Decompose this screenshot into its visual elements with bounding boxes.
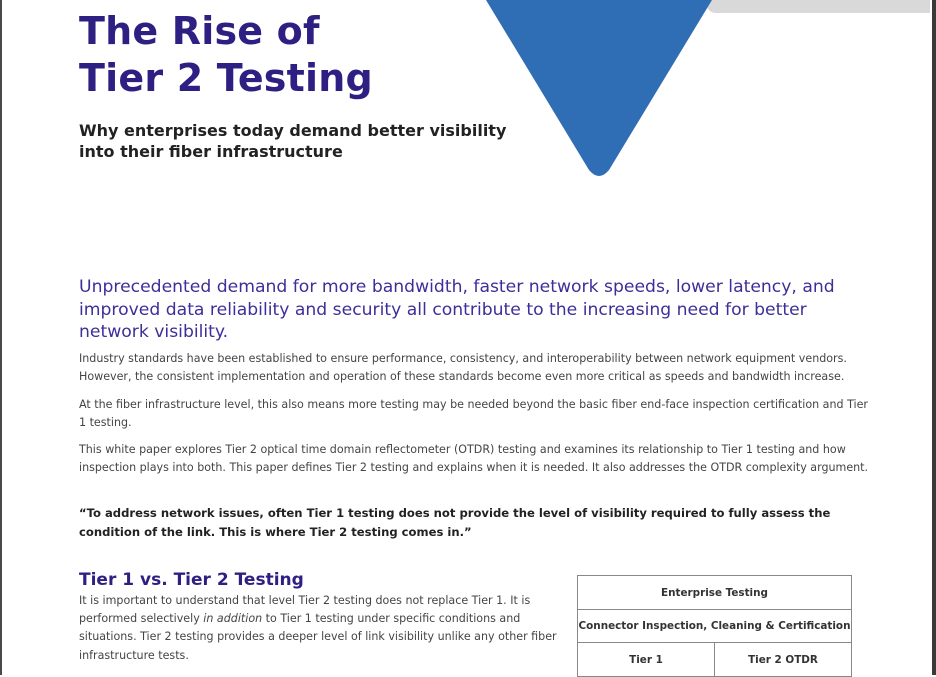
document-title — [79, 8, 373, 102]
blue-triangle-graphic — [486, 0, 712, 178]
section-heading: Tier 1 vs. Tier 2 Testing — [79, 570, 304, 590]
page-right-border — [932, 0, 936, 675]
body-paragraph-2: At the fiber infrastructure level, this also means more testing may be needed beyond the basic fiber end-face inspection certification and Tier 1 testing. — [79, 398, 868, 429]
table-header-cell: Enterprise Testing — [578, 576, 852, 610]
title-line-2: Tier 2 Testing — [79, 56, 373, 100]
enterprise-testing-table — [577, 575, 852, 677]
section-body-emphasis: in addition — [203, 612, 263, 626]
pull-quote: “To address network issues, often Tier 1 testing does not provide the level of visibility required to fully assess the condition of the link. This is where Tier 2 testing comes in.” — [79, 506, 831, 539]
table-row-connector: Connector Inspection, Cleaning & Certification — [578, 610, 852, 643]
section-body — [79, 592, 569, 665]
section-body-text-2: to Tier 1 testing under specific conditions and situations. Tier 2 testing provides a deeper level of link visibility unlike any other fiber infrastructure tests. — [79, 612, 557, 662]
lead-paragraph: Unprecedented demand for more bandwidth, faster network speeds, lower latency, and improved data reliability and security all contribute to the increasing need for better network visibility. — [79, 277, 835, 342]
table-cell-tier2-otdr: Tier 2 OTDR — [715, 643, 852, 677]
document-subtitle: Why enterprises today demand better visibility into their fiber infrastructure — [79, 121, 507, 161]
body-paragraph-1: Industry standards have been established to ensure performance, consistency, and interoperability between network equipment vendors. However, the consistent implementation and operation of these standards become even more critical as speeds and bandwidth increase. — [79, 352, 847, 383]
top-tab-shape — [706, 0, 930, 13]
body-paragraph-3: This white paper explores Tier 2 optical time domain reflectometer (OTDR) testing and examines its relationship to Tier 1 testing and how inspection plays into both. This paper defines Tier 2 testing and explains when it is needed. It also addresses the OTDR complexity argument. — [79, 443, 869, 474]
section-body-text-1: It is important to understand that level Tier 2 testing does not replace Tier 1. It is performed selectively — [79, 594, 531, 626]
page-left-border — [0, 0, 2, 675]
title-line-1: The Rise of — [79, 9, 320, 53]
table-cell-tier1: Tier 1 — [578, 643, 715, 677]
